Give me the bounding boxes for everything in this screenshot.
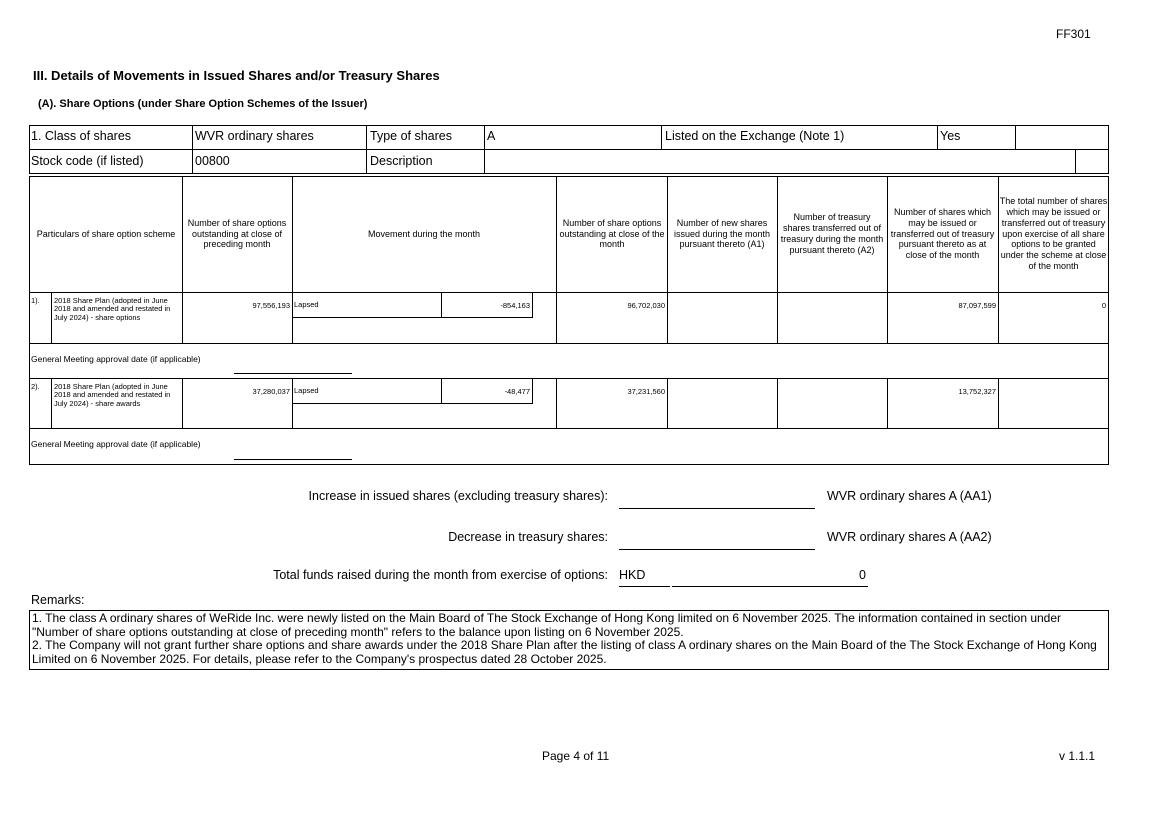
form-code: FF301 xyxy=(1056,27,1091,41)
header-may-be-issued: Number of shares which may be issued or transferred out of treasury pursuant thereto as at close of the month xyxy=(890,207,995,261)
row-outstanding-prev: 97,556,193 xyxy=(252,301,290,310)
header-outstanding-close: Number of share options outstanding at close of the month xyxy=(559,217,665,250)
description-label: Description xyxy=(370,154,433,168)
header-outstanding-prev: Number of share options outstanding at close of preceding month xyxy=(187,217,287,250)
class-label: 1. Class of shares xyxy=(31,129,132,143)
page-number: Page 4 of 11 xyxy=(542,749,610,763)
funds-label: Total funds raised during the month from exercise of options: xyxy=(273,568,608,582)
remarks-title: Remarks: xyxy=(31,593,85,607)
stock-code-label: Stock code (if listed) xyxy=(31,154,144,168)
funds-currency-line xyxy=(619,586,670,587)
version-label: v 1.1.1 xyxy=(1059,749,1096,763)
listed-value: Yes xyxy=(940,129,961,143)
header-movement: Movement during the month xyxy=(367,228,481,239)
row-scheme: 2018 Share Plan (adopted in June 2018 and amended and restated in July 2024) - share awards xyxy=(54,382,171,408)
row-index: 2). xyxy=(31,382,40,391)
row-outstanding-close: 37,231,560 xyxy=(627,387,665,396)
header-particulars: Particulars of share option scheme xyxy=(36,228,176,239)
gm-approval-date-line xyxy=(234,373,352,374)
row-may-be-issued: 87,097,599 xyxy=(958,301,996,310)
row-movement-value: -854,163 xyxy=(500,301,530,310)
row-outstanding-prev: 37,280,037 xyxy=(252,387,290,396)
class-value: WVR ordinary shares xyxy=(195,129,314,143)
row-index: 1). xyxy=(31,296,40,305)
header-new-shares: Number of new shares issued during the month pursuant thereto (A1) xyxy=(673,217,771,250)
gm-approval-date-line xyxy=(234,459,352,460)
row-may-be-issued: 13,752,327 xyxy=(958,387,996,396)
row-movement-type: Lapsed xyxy=(294,386,319,395)
funds-value-line xyxy=(672,586,868,587)
type-value: A xyxy=(487,129,496,143)
subsection-title: (A). Share Options (under Share Option Schemes of the Issuer) xyxy=(38,98,368,110)
remark-2: 2. The Company will not grant further share options and share awards under the 2018 Share Plan after the listing of class A ordinary shares on the Main Board of the The Stock Exchange of Hong Kong Limited on 6 November 2025. For details, please refer to the Company's prospectus dated 28 October 2025. xyxy=(32,638,1097,666)
row-scheme: 2018 Share Plan (adopted in June 2018 and amended and restated in July 2024) - share options xyxy=(54,296,171,322)
type-label: Type of shares xyxy=(370,129,452,143)
row-movement-value: -48,477 xyxy=(504,387,530,396)
decrease-label: Decrease in treasury shares: xyxy=(448,530,608,544)
increase-value-line xyxy=(619,508,815,509)
row-movement-type: Lapsed xyxy=(294,300,319,309)
stock-code-value: 00800 xyxy=(195,154,230,168)
funds-currency: HKD xyxy=(619,568,646,582)
increase-unit: WVR ordinary shares A (AA1) xyxy=(827,489,992,503)
gm-approval-label: General Meeting approval date (if applicable) xyxy=(31,439,201,449)
row-total-issued: 0 xyxy=(1101,301,1106,310)
gm-approval-label: General Meeting approval date (if applicable) xyxy=(31,354,201,364)
section-title: III. Details of Movements in Issued Shares and/or Treasury Shares xyxy=(33,68,440,83)
decrease-unit: WVR ordinary shares A (AA2) xyxy=(827,530,992,544)
row-outstanding-close: 96,702,030 xyxy=(627,301,665,310)
funds-value: 0 xyxy=(859,568,866,582)
listed-label: Listed on the Exchange (Note 1) xyxy=(665,129,845,143)
header-treasury-transferred: Number of treasury shares transferred out of treasury during the month pursuant thereto (A2) xyxy=(780,212,884,255)
increase-label: Increase in issued shares (excluding treasury shares): xyxy=(308,489,608,503)
decrease-value-line xyxy=(619,549,815,550)
remark-1: 1. The class A ordinary shares of WeRide Inc. were newly listed on the Main Board of The Stock Exchange of Hong Kong limited on 6 November 2025. The information contained in section under "Number of share options outstanding at close of preceding month" refers to the balance upon listing on 6 November 2025. xyxy=(32,611,1062,639)
header-total-issued: The total number of shares which may be issued or transferred out of treasury upon exercise of all share options to be granted under the scheme at close of the month xyxy=(999,196,1108,271)
remarks-box xyxy=(29,610,1109,670)
